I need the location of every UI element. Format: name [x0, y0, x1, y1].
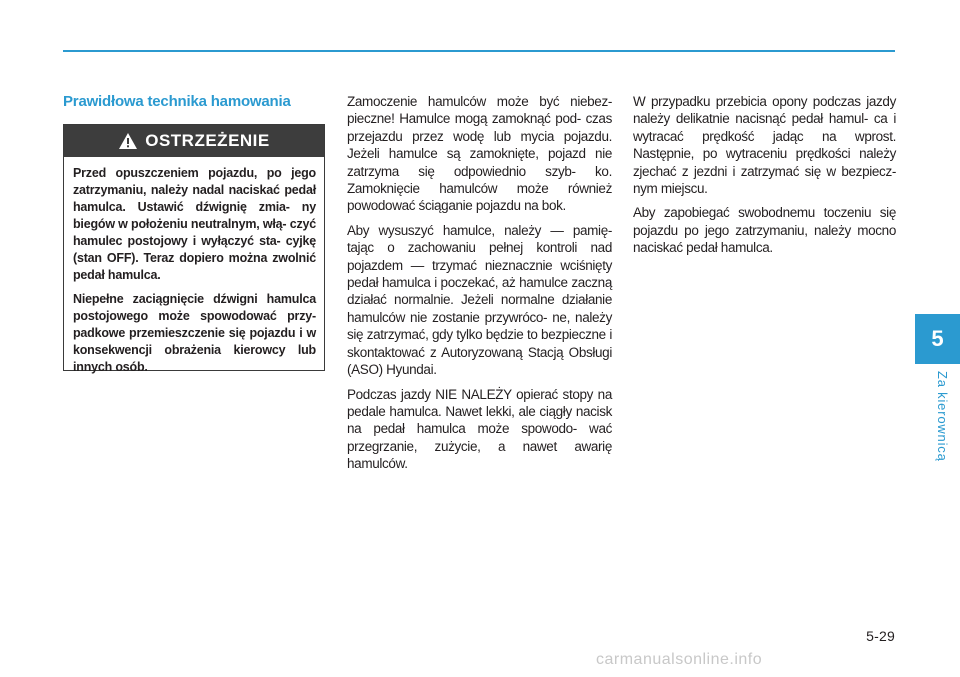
right-column — [633, 93, 896, 264]
warning-title: OSTRZEŻENIE — [145, 131, 270, 150]
body-paragraph: W przypadku przebicia opony podczas jazdy należy delikatnie nacisnąć pedał hamul- ca i wytracać prędkość jadąc na wprost. Następnie, po wytraceniu prędkości należy zjechać z jezdni i zatrzymać się w bezpiecz- nym miejscu. — [633, 94, 896, 197]
section-heading: Prawidłowa technika hamowania — [63, 93, 291, 110]
chapter-title: Za kierownicą — [935, 371, 950, 462]
header-rule — [63, 50, 895, 52]
body-paragraph: Aby zapobiegać swobodnemu toczeniu się pojazdu po jego zatrzymaniu, należy mocno naciskać pedał hamulca. — [633, 205, 896, 256]
watermark: carmanualsonline.info — [596, 651, 763, 668]
warning-header — [64, 125, 324, 157]
warning-triangle-icon — [118, 132, 138, 150]
warning-box — [63, 124, 325, 374]
body-paragraph: Aby wysuszyć hamulce, należy — pamię- tając o zachowaniu pełnej kontroli nad pojazdem — trzymać nieznacznie wciśnięty pedał hamulca i poczekać, aż hamulce zaczną działać normalnie. Jeżeli normalne działanie hamulców nie zostanie przywróco- ne, należy się zatrzymać, gdy tylko będzie to bezpieczne i skontaktować z Autoryzowaną Stacją Obsługi (ASO) Hyundai. — [347, 222, 612, 378]
page-number: 5-29 — [866, 628, 895, 644]
body-paragraph: Podczas jazdy NIE NALEŻY opierać stopy na pedale hamulca. Nawet lekki, ale ciągły nacisk na pedał hamulca może spowodo- wać przegrzanie, zużycie, a nawet awarię hamulców. — [347, 386, 612, 472]
middle-column — [347, 93, 612, 480]
warning-body — [64, 157, 324, 376]
warning-paragraph: Niepełne zaciągnięcie dźwigni hamulca postojowego może spowodować przy- padkowe przemieszczenie się pojazdu i w konsekwencji obrażenia kierowcy lub innych osób. — [73, 292, 316, 374]
body-paragraph: Zamoczenie hamulców może być niebez- pieczne! Hamulce mogą zamoknąć pod- czas przejazdu przez wodę lub mycia pojazdu. Jeżeli hamulce są zamoknięte, pojazd nie zatrzyma się odpowiednio szyb- ko. Zamoknięcie hamulców może również powodować ściąganie pojazdu na bok. — [347, 94, 612, 214]
warning-paragraph: Przed opuszczeniem pojazdu, po jego zatrzymaniu, należy nadal naciskać pedał hamulca. Ustawić dźwignię zmia- ny biegów w położeniu neutralnym, włą- czyć hamulec postojowy i wyłączyć sta- cyjkę (stan OFF). Teraz dopiero można zwolnić pedał hamulca. — [73, 166, 316, 282]
chapter-tab: 5 — [915, 314, 960, 364]
